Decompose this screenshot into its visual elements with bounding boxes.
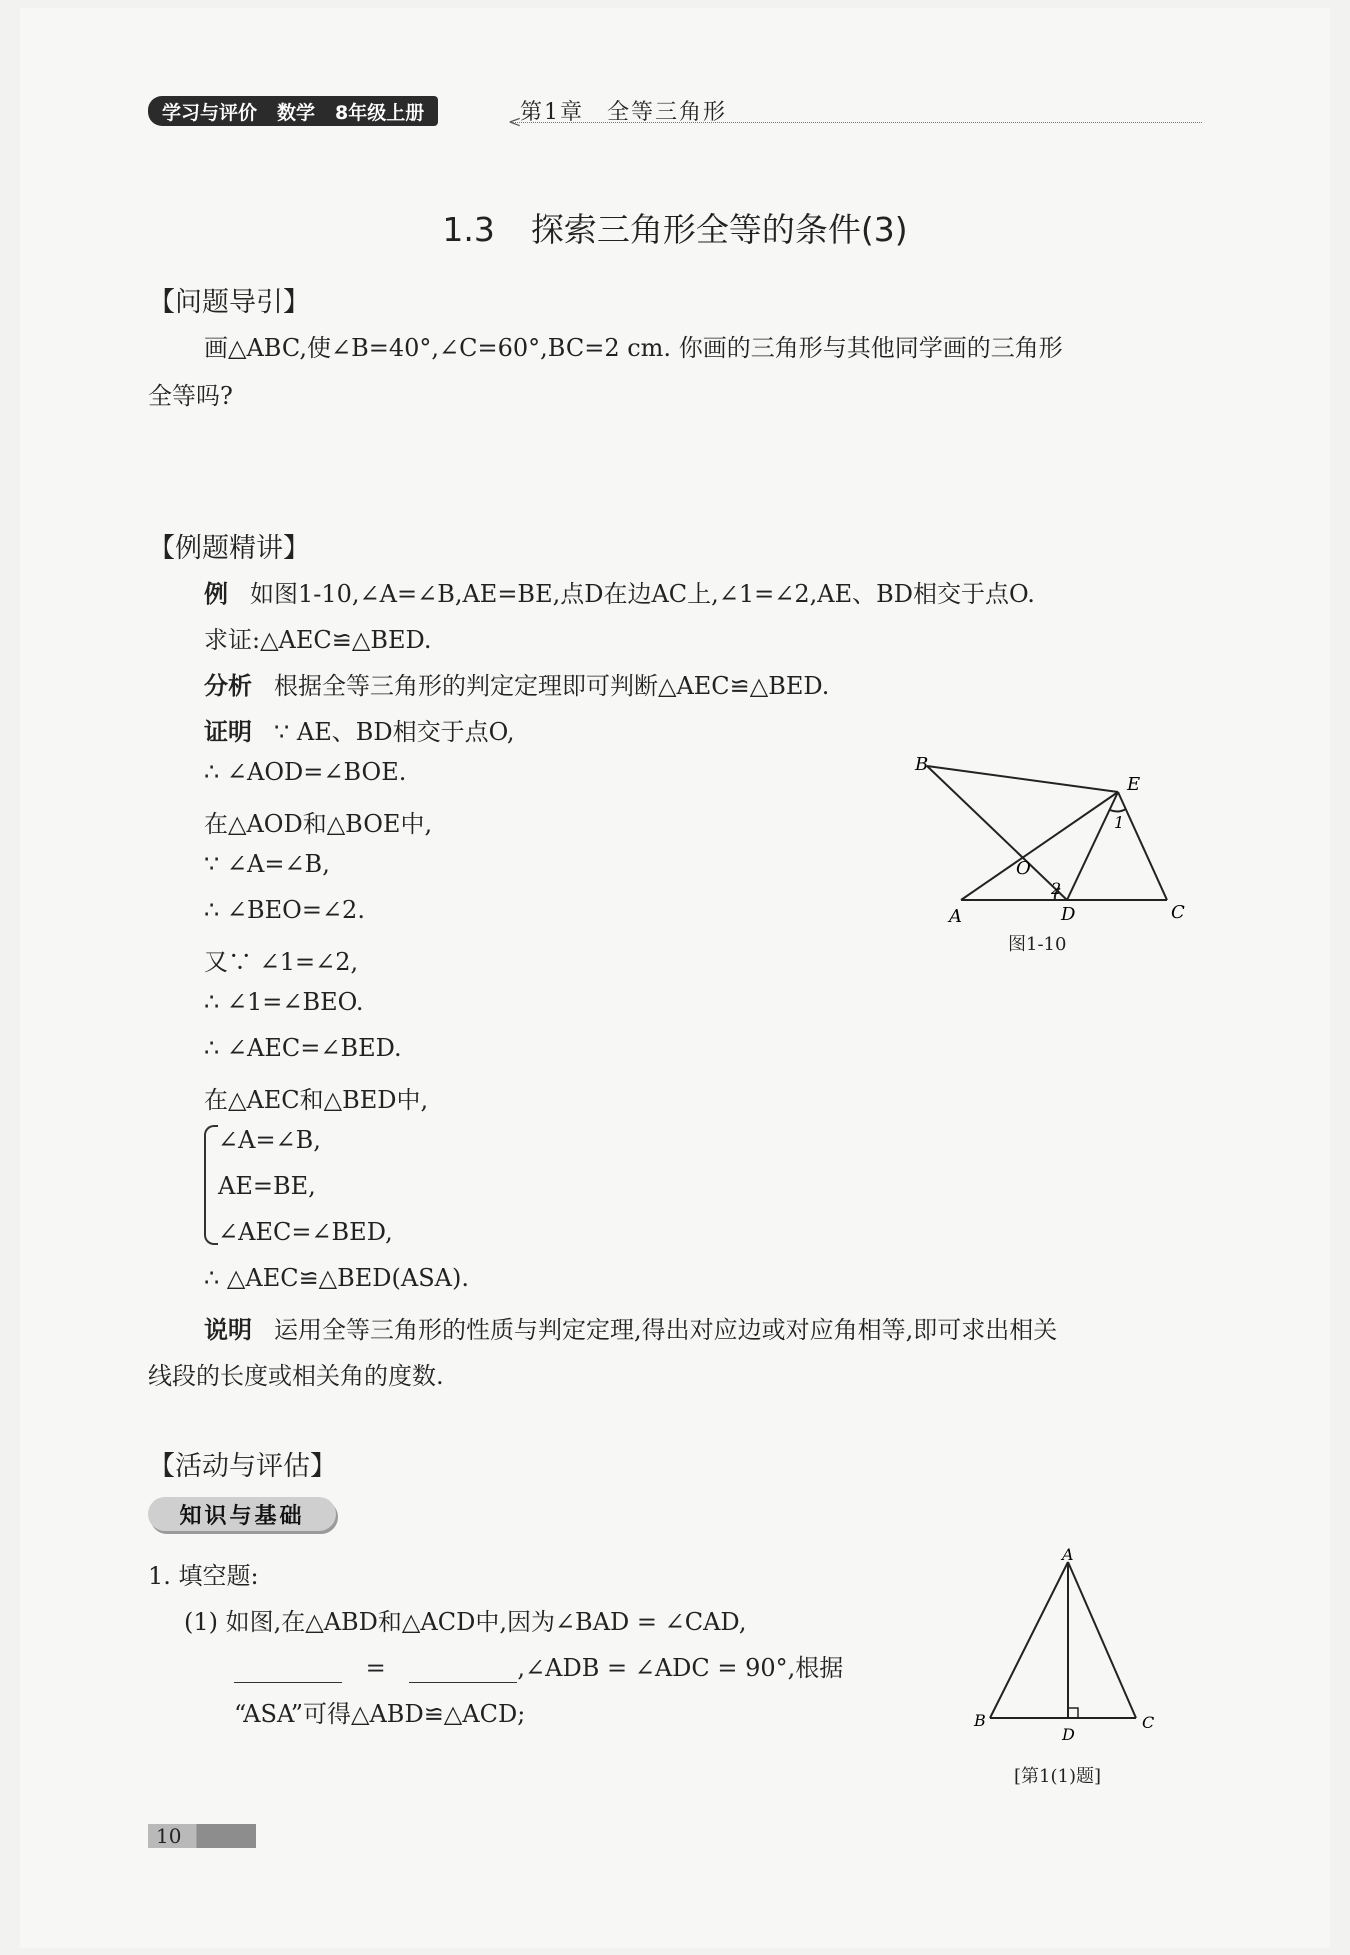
figure-1-10 [905,748,1195,958]
section-title-text: 探索三角形全等的条件(3) [530,210,908,249]
fig1-label-C: C [1171,902,1185,923]
segment-DE [1067,792,1118,900]
fig2-label-B: B [974,1711,986,1730]
question-1-1-line-1: (1) 如图,在△ABD和△ACD中,因为∠BAD = ∠CAD, [184,1608,747,1636]
proof-step: ∵ ∠A=∠B, [204,850,330,878]
system-line: ∠A=∠B, [218,1126,321,1154]
header-grade: 8年级上册 [335,101,425,124]
header-book: 学习与评价 [162,101,258,124]
guide-line-2: 全等吗? [148,382,233,410]
question-1-1-line-2: = ,∠ADB = ∠ADC = 90°,根据 [234,1648,843,1683]
guide-line-1: 画△ABC,使∠B=40°,∠C=60°,BC=2 cm. 你画的三角形与其他同学画的三角形 [204,334,1063,362]
fig1-label-E: E [1127,774,1141,795]
fig2-label-A: A [1062,1548,1074,1564]
answer-blank-1[interactable] [234,1662,342,1683]
question-1: 1. 填空题: [148,1562,259,1590]
example-problem-2: 求证:△AEC≌△BED. [204,626,432,654]
example-label: 例 [204,580,228,608]
segment-EC [1118,792,1167,900]
figure-question-1-1 [970,1548,1170,1748]
note-label: 说明 [204,1316,252,1344]
header-chapter-no: 第1章 [520,100,584,125]
guide-heading: 【问题导引】 [148,287,310,318]
example-heading: 【例题精讲】 [148,533,310,564]
fig1-label-2: 2 [1051,879,1062,898]
header-badge [148,96,438,126]
note-line-2: 线段的长度或相关角的度数. [148,1362,444,1390]
fig1-label-B: B [915,754,929,775]
proof-step: 又∵ ∠1=∠2, [204,948,359,976]
proof-step: ∴ ∠BEO=∠2. [204,896,365,924]
page-number: 10 [156,1824,182,1848]
system-line: AE=BE, [218,1172,316,1200]
example-analysis: 分析 根据全等三角形的判定定理即可判断△AEC≌△BED. [204,672,830,700]
system-brace [204,1125,218,1245]
answer-blank-2[interactable] [409,1662,517,1683]
header-subject: 数学 [277,101,316,124]
right-angle-mark [1068,1708,1078,1718]
example-problem-1: 例 如图1-10,∠A=∠B,AE=BE,点D在边AC上,∠1=∠2,AE、BD相交于点O. [204,580,1035,608]
header-chapter-title: 全等三角形 [607,100,728,125]
fig2-label-C: C [1142,1713,1155,1732]
segment-BE [927,766,1118,792]
fig2-label-D: D [1062,1725,1075,1744]
knowledge-badge: 知识与基础 [148,1497,336,1531]
fig1-label-D: D [1061,904,1076,925]
page-number-tab [148,1824,256,1848]
note-line-1: 说明 运用全等三角形的性质与判定定理,得出对应边或对应角相等,即可求出相关 [204,1316,1058,1344]
figure-1-10-caption: 图1-10 [1008,934,1067,955]
proof-step: ∴ ∠1=∠BEO. [204,988,364,1016]
proof-step: ∴ ∠AOD=∠BOE. [204,758,407,786]
fig1-label-1: 1 [1114,813,1125,832]
segment-BD [927,766,1067,900]
activity-heading: 【活动与评估】 [148,1451,337,1482]
segment-AE [961,792,1118,900]
analysis-label: 分析 [204,672,252,700]
section-title [0,204,1350,251]
angle-1-arc [1110,809,1126,811]
figure-question-1-1-caption: [第1(1)题] [1014,1766,1101,1787]
proof-step: 在△AOD和△BOE中, [204,810,433,838]
proof-conclusion: ∴ △AEC≌△BED(ASA). [204,1264,469,1292]
proof-step: 在△AEC和△BED中, [204,1086,429,1114]
section-number: 1.3 [442,210,495,249]
header-divider [512,122,1202,123]
segment-AC [1068,1562,1136,1718]
proof-first-line: 证明 ∵ AE、BD相交于点O, [204,718,515,746]
fig1-label-A: A [949,906,962,927]
segment-AB [990,1562,1068,1718]
header-arrow-icon: < [508,112,522,131]
fig1-label-O: O [1016,858,1031,879]
system-line: ∠AEC=∠BED, [218,1218,393,1246]
proof-step: ∴ ∠AEC=∠BED. [204,1034,402,1062]
question-1-1-line-3: “ASA”可得△ABD≌△ACD; [234,1700,526,1728]
proof-label: 证明 [204,718,252,746]
